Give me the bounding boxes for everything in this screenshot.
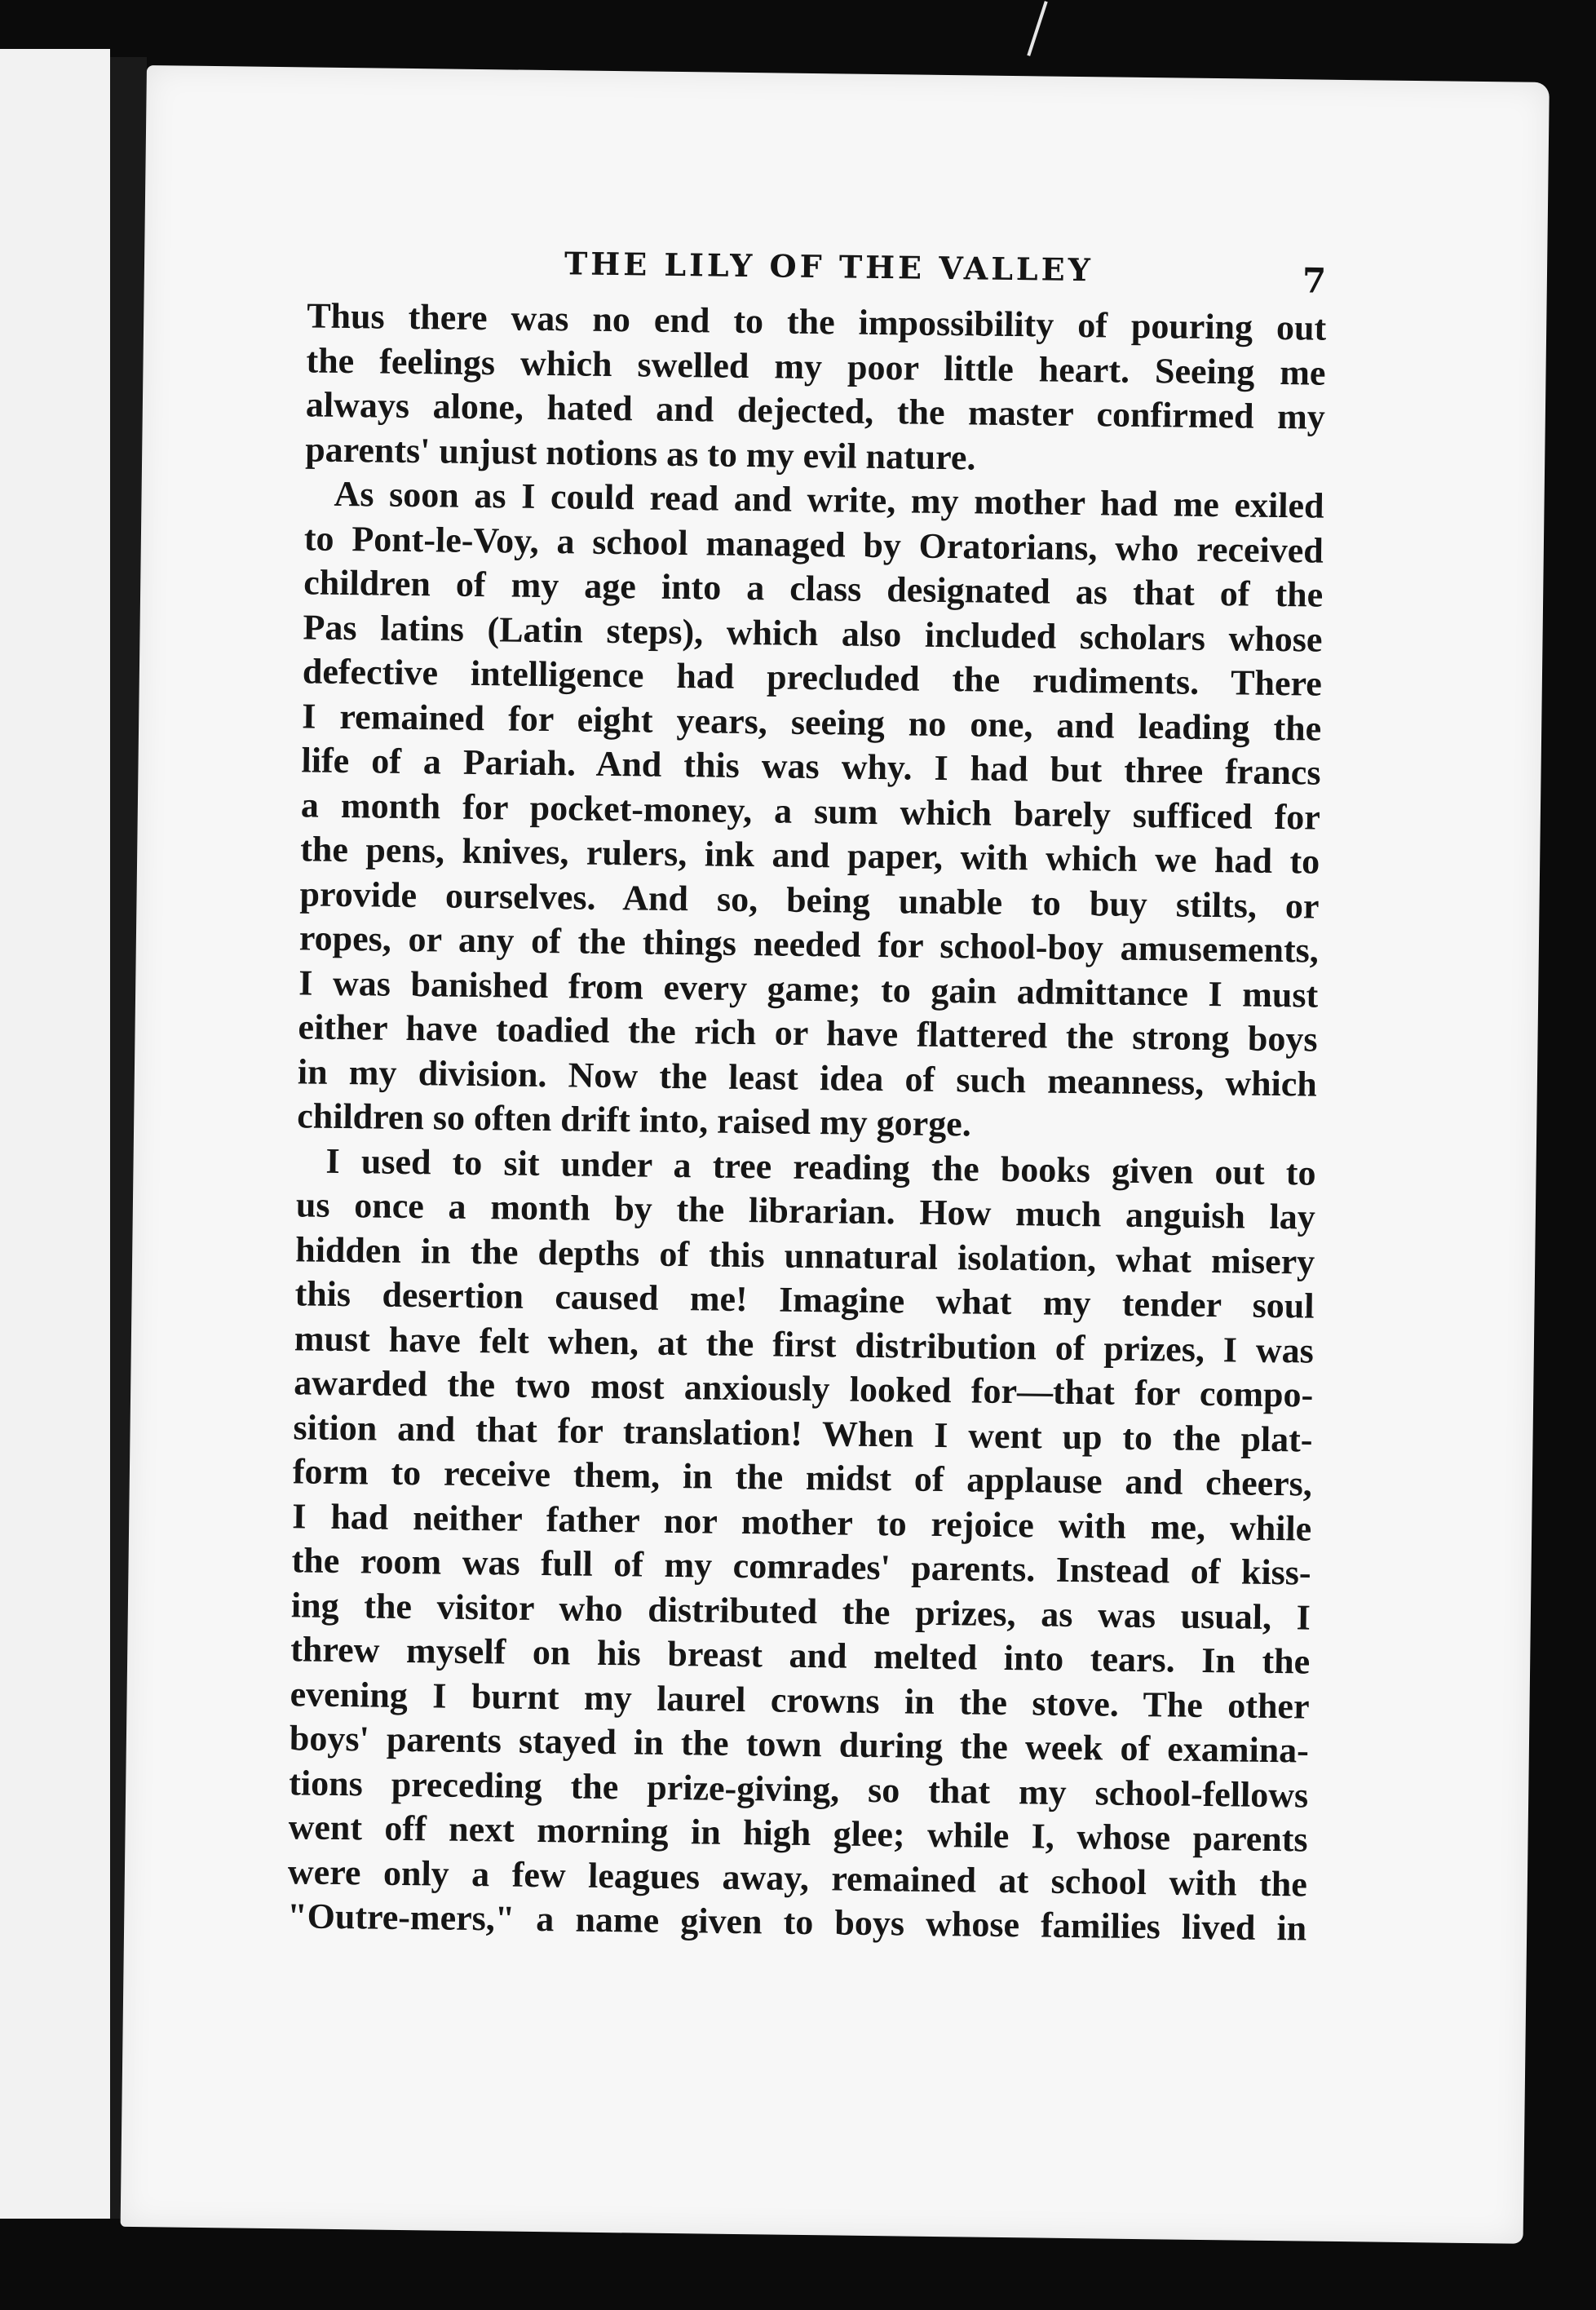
text-line: must have felt when, at the first distribution of prizes, I was: [294, 1317, 1315, 1371]
text-line: to Pont-le-Voy, a school managed by Oratorians, who received: [303, 517, 1324, 571]
text-line: children so often drift into, raised my gorge.: [296, 1095, 972, 1144]
text-line: "Outre-mers," a name given to boys whose families lived in: [286, 1896, 1307, 1949]
text-line: I used to sit under a tree reading the books given out to: [325, 1140, 1316, 1193]
text-line: parents' unjust notions as to my evil nature.: [304, 428, 976, 477]
text-line: awarded the two most anxiously looked for—that for compo-: [293, 1362, 1314, 1415]
text-line: the feelings which swelled my poor little heart. Seeing me: [306, 339, 1326, 393]
left-page-edge: [0, 49, 110, 2219]
text-line: evening I burnt my laurel crowns in the stove. The other: [290, 1673, 1310, 1727]
text-line: the room was full of my comrades' parents. Instead of kiss-: [291, 1540, 1311, 1593]
text-line: tions preceding the prize-giving, so that my school-fellows: [288, 1762, 1309, 1816]
text-line: a month for pocket-money, a sum which barely sufficed for: [300, 784, 1321, 838]
text-line: Pas latins (Latin steps), which also included scholars whose: [303, 606, 1323, 660]
page-number: 7: [1302, 260, 1327, 301]
text-line: in my division. Now the least idea of such meanness, which: [297, 1051, 1318, 1104]
text-line: hidden in the depths of this unnatural isolation, what misery: [294, 1228, 1315, 1282]
text-line: boys' parents stayed in the town during the week of examina-: [289, 1718, 1310, 1771]
text-line: children of my age into a class designated as that of the: [303, 562, 1324, 615]
scan-mark: [1027, 1, 1047, 56]
text-line: I remained for eight years, seeing no one, and leading the: [301, 695, 1322, 749]
text-line: threw myself on his breast and melted into tears. In the: [290, 1629, 1311, 1682]
text-line: either have toadied the rich or have flattered the strong boys: [298, 1007, 1318, 1060]
text-line: I was banished from every game; to gain admittance I must: [298, 962, 1319, 1016]
running-head: THE LILY OF THE VALLEY: [564, 245, 1094, 289]
body-text: [287, 294, 1327, 1951]
text-line: life of a Pariah. And this was why. I had but three francs: [301, 740, 1321, 793]
book-page: [121, 65, 1550, 2244]
text-line: went off next morning in high glee; while I, whose parents: [288, 1807, 1308, 1860]
text-line: this desertion caused me! Imagine what my tender soul: [294, 1273, 1315, 1326]
text-line: always alone, hated and dejected, the master confirmed my: [305, 384, 1326, 437]
text-line: the pens, knives, rulers, ink and paper, with which we had to: [299, 829, 1320, 882]
text-line: us once a month by the librarian. How much anguish lay: [295, 1184, 1316, 1237]
text-line: defective intelligence had precluded the rudiments. There: [302, 651, 1323, 704]
text-line: provide ourselves. And so, being unable to buy stilts, or: [299, 873, 1320, 927]
text-line: ropes, or any of the things needed for school-boy amusements,: [298, 918, 1320, 971]
text-line: As soon as I could read and write, my mother had me exiled: [334, 473, 1324, 526]
text-line: ing the visitor who distributed the prizes, as was usual, I: [290, 1584, 1311, 1638]
text-line: sition and that for translation! When I went up to the plat-: [293, 1406, 1313, 1460]
text-line: were only a few leagues away, remained at school with the: [287, 1851, 1308, 1905]
text-line: Thus there was no end to the impossibility of pouring out: [306, 295, 1327, 348]
text-line: I had neither father nor mother to rejoice with me, while: [291, 1495, 1312, 1549]
text-line: form to receive them, in the midst of applause and cheers,: [292, 1451, 1313, 1504]
